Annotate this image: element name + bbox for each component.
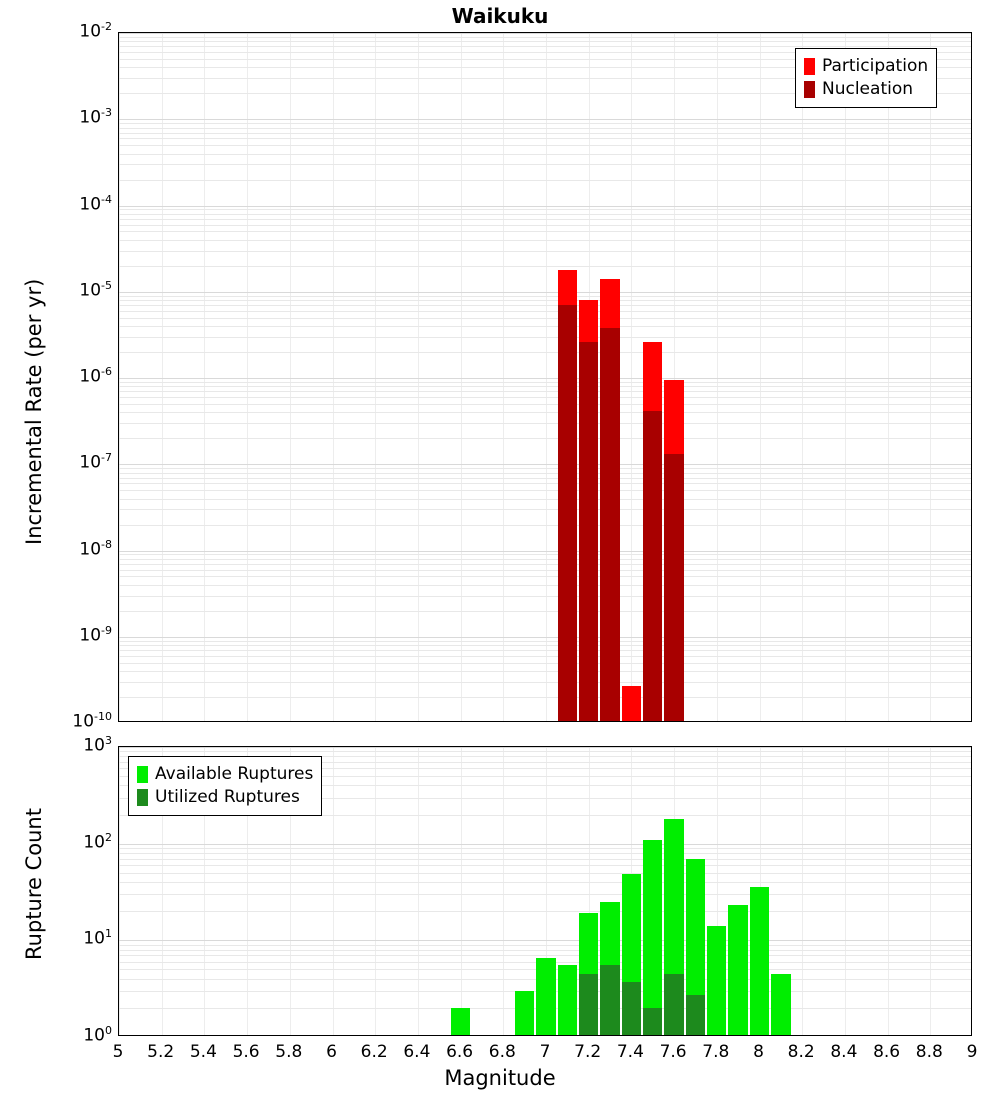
bar-available-ruptures [750, 887, 769, 1035]
bar-utilized-ruptures [600, 965, 619, 1035]
legend-swatch-icon [137, 789, 148, 806]
legend-label: Participation [822, 56, 929, 76]
x-tick-label: 8.8 [915, 1042, 943, 1062]
bar-nucleation [643, 411, 662, 721]
top-y-axis-title: Incremental Rate (per yr) [22, 278, 46, 545]
legend-swatch-icon [137, 766, 148, 783]
x-axis-title: Magnitude [444, 1066, 556, 1090]
bar-utilized-ruptures [664, 974, 683, 1035]
bottom-legend [128, 756, 322, 816]
bar-participation [622, 686, 641, 721]
bar-nucleation [600, 328, 619, 721]
page-title: Waikuku [451, 4, 549, 28]
bar-available-ruptures [536, 958, 555, 1035]
legend-item [137, 763, 313, 786]
x-tick-label: 6.6 [446, 1042, 474, 1062]
x-tick-label: 7.4 [616, 1042, 644, 1062]
y-tick-label: $10^{-8}$ [79, 537, 112, 560]
top-bars [119, 33, 971, 721]
legend-label: Utilized Ruptures [155, 786, 300, 807]
y-tick-label: $10^{-10}$ [72, 710, 112, 732]
legend-swatch-icon [804, 58, 815, 75]
bottom-y-axis-title: Rupture Count [22, 808, 46, 960]
bar-available-ruptures [558, 965, 577, 1035]
y-tick-label: $10^{-3}$ [79, 106, 112, 128]
legend-swatch-icon [804, 81, 815, 98]
x-tick-label: 5.8 [275, 1042, 303, 1062]
x-tick-label: 8.6 [873, 1042, 901, 1062]
x-tick-label: 8.4 [830, 1042, 858, 1062]
bar-available-ruptures [451, 1008, 470, 1035]
x-tick-label: 9 [966, 1042, 978, 1062]
bar-utilized-ruptures [686, 995, 705, 1035]
x-tick-label: 6.2 [360, 1042, 388, 1062]
x-tick-label: 5 [112, 1042, 124, 1062]
bar-nucleation [664, 454, 683, 721]
bar-available-ruptures [771, 974, 790, 1035]
bar-available-ruptures [728, 905, 747, 1035]
top-chart-panel [118, 32, 972, 722]
y-tick-label: $10^3$ [83, 734, 112, 756]
legend-item [804, 78, 928, 101]
legend-label: Nucleation [822, 78, 914, 99]
x-tick-label: 7.6 [659, 1042, 687, 1062]
x-tick-label: 5.6 [232, 1042, 260, 1062]
bar-nucleation [558, 305, 577, 721]
x-tick-label: 6 [326, 1042, 337, 1062]
bar-nucleation [579, 342, 598, 721]
x-tick-label: 5.4 [189, 1042, 217, 1062]
legend-item [137, 786, 313, 809]
legend-item [804, 55, 928, 78]
bar-utilized-ruptures [579, 974, 598, 1035]
x-tick-label: 8.2 [787, 1042, 815, 1062]
y-tick-label: $10^{-2}$ [79, 20, 112, 42]
bar-available-ruptures [707, 926, 726, 1035]
y-tick-label: $10^{-7}$ [79, 451, 112, 473]
legend-label: Available Ruptures [155, 764, 314, 784]
bar-available-ruptures [515, 991, 534, 1035]
bar-utilized-ruptures [643, 1008, 662, 1035]
y-tick-label: $10^1$ [83, 927, 112, 949]
bar-utilized-ruptures [622, 982, 641, 1035]
x-tick-label: 8 [753, 1042, 764, 1062]
x-tick-label: 7.8 [702, 1042, 730, 1062]
y-tick-label: $10^0$ [83, 1024, 112, 1046]
bar-available-ruptures [643, 840, 662, 1035]
y-tick-label: $10^2$ [83, 830, 112, 853]
y-tick-label: $10^{-5}$ [79, 278, 112, 301]
x-tick-label: 6.8 [488, 1042, 516, 1062]
y-tick-label: $10^{-6}$ [79, 365, 112, 387]
y-tick-label: $10^{-9}$ [79, 623, 112, 646]
x-tick-label: 5.2 [147, 1042, 175, 1062]
y-tick-label: $10^{-4}$ [79, 192, 112, 215]
x-tick-label: 6.4 [403, 1042, 431, 1062]
x-tick-label: 7.2 [574, 1042, 602, 1062]
x-tick-label: 7 [539, 1042, 551, 1062]
top-legend [795, 48, 937, 108]
